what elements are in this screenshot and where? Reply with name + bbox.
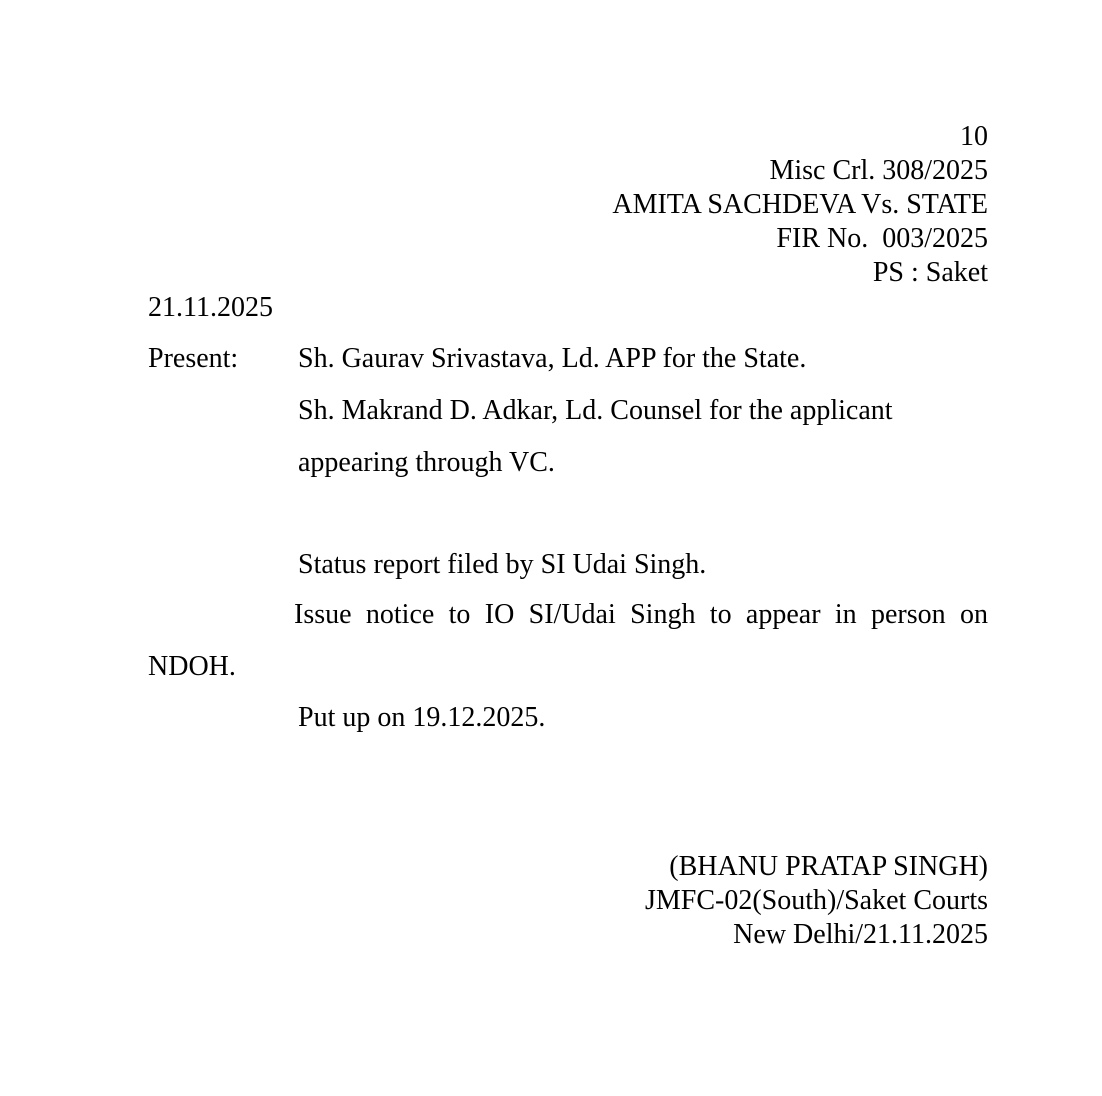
put-up-line: Put up on 19.12.2025.: [298, 702, 546, 733]
page-number: 10: [960, 121, 988, 152]
judge-designation: JMFC-02(South)/Saket Courts: [644, 885, 988, 916]
signature-place-date: New Delhi/21.11.2025: [733, 919, 988, 950]
case-header: [612, 120, 988, 290]
case-number: Misc Crl. 308/2025: [769, 155, 988, 186]
judge-name: (BHANU PRATAP SINGH): [669, 851, 988, 882]
present-line-vc: appearing through VC.: [298, 447, 555, 478]
status-report-line: Status report filed by SI Udai Singh.: [298, 549, 707, 580]
fir-number: FIR No. 003/2025: [776, 223, 988, 254]
present-label: Present:: [148, 343, 239, 374]
police-station: PS : Saket: [872, 257, 988, 288]
present-line-app: Sh. Gaurav Srivastava, Ld. APP for the State.: [298, 343, 807, 374]
case-title: AMITA SACHDEVA Vs. STATE: [612, 189, 988, 220]
notice-line: Issue notice to IO SI/Udai Singh to appear in person on: [294, 599, 988, 630]
signature-block: [645, 850, 988, 952]
notice-continuation: NDOH.: [148, 651, 236, 682]
order-date: 21.11.2025: [148, 292, 273, 323]
present-line-counsel: Sh. Makrand D. Adkar, Ld. Counsel for the applicant: [298, 395, 893, 426]
